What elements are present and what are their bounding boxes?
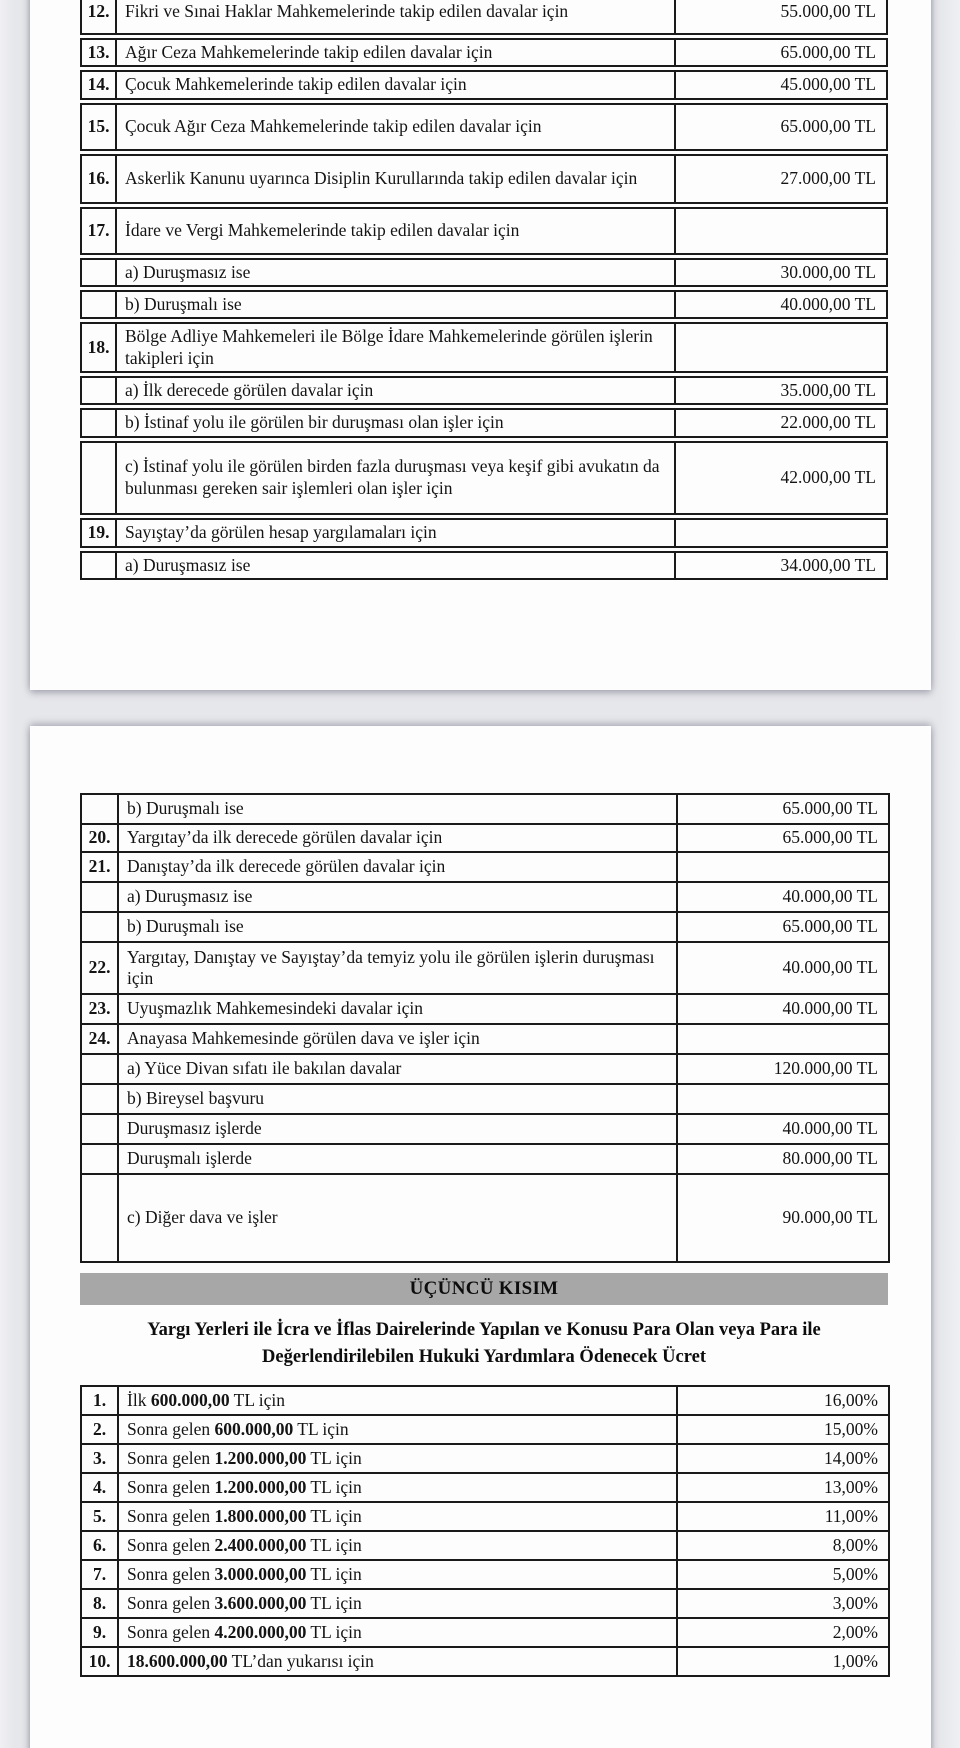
row-text-prefix: Sonra gelen [127,1505,215,1526]
table-row [81,1084,889,1114]
row-description: Çocuk Ağır Ceza Mahkemelerinde takip edilen davalar için [117,103,676,151]
table-row [81,1560,889,1589]
row-number: 18. [80,322,117,373]
row-text-suffix: TL için [306,1563,362,1584]
row-text-suffix: TL’dan yukarısı için [227,1650,374,1671]
row-value: 65.000,00 TL [676,38,888,67]
table-row [80,70,888,99]
row-number: 19. [80,518,117,548]
table-row [80,290,888,319]
row-description [118,1647,677,1676]
row-description: a) Duruşmasız ise [117,258,676,287]
row-value: 40.000,00 TL [677,942,889,994]
row-value: 14,00% [677,1444,889,1473]
row-number: 21. [81,852,118,882]
row-value [677,1024,889,1054]
row-value [676,207,888,255]
row-number: 14. [80,70,117,99]
table-row [81,1502,889,1531]
table-row [81,912,889,942]
row-description: a) İlk derecede görülen davalar için [117,376,676,405]
row-amount: 600.000,00 [214,1418,294,1439]
row-number [81,1144,118,1174]
row-text-suffix: TL için [306,1621,362,1642]
row-number: 8. [81,1589,118,1618]
row-description [118,1589,677,1618]
row-value: 34.000,00 TL [676,551,888,580]
section-subtitle: Yargı Yerleri ile İcra ve İflas Dairelerinde Yapılan ve Konusu Para Olan veya Para ile Değerlendirilebilen Hukuki Yardımlara Ödenecek Ücret [147,1320,821,1367]
table-row [81,942,889,994]
row-description: Uyuşmazlık Mahkemesindeki davalar için [118,994,677,1024]
row-value [676,518,888,548]
row-description: b) Duruşmalı ise [118,794,677,824]
row-number: 4. [81,1473,118,1502]
row-description [118,1386,677,1415]
row-amount: 1.200.000,00 [214,1476,307,1497]
fee-table-page2 [80,793,890,1263]
row-description [118,1560,677,1589]
row-text-suffix: TL için [306,1476,362,1497]
row-number [80,408,117,437]
table-row [81,1444,889,1473]
row-text-prefix: İlk [127,1389,151,1410]
row-value: 3,00% [677,1589,889,1618]
row-description: Askerlik Kanunu uyarınca Disiplin Kurullarında takip edilen davalar için [117,154,676,204]
row-value: 40.000,00 TL [677,1114,889,1144]
row-number: 20. [81,824,118,852]
row-description: b) İstinaf yolu ile görülen bir duruşması olan işler için [117,408,676,437]
row-number: 23. [81,994,118,1024]
row-text-prefix: Sonra gelen [127,1418,215,1439]
row-number: 24. [81,1024,118,1054]
row-text-suffix: TL için [306,1534,362,1555]
row-value: 5,00% [677,1560,889,1589]
row-value: 27.000,00 TL [676,154,888,204]
table-row [81,1647,889,1676]
table-row [81,1144,889,1174]
row-text-suffix: TL için [306,1592,362,1613]
row-number [81,882,118,912]
row-number: 1. [81,1386,118,1415]
row-number [80,441,117,515]
row-number [81,1114,118,1144]
row-description: Yargıtay, Danıştay ve Sayıştay’da temyiz yolu ile görülen işlerin duruşması için [118,942,677,994]
row-text-prefix: Sonra gelen [127,1534,215,1555]
table-row [80,322,888,373]
row-description [118,1444,677,1473]
row-text-suffix: TL için [293,1418,349,1439]
table-row [81,1473,889,1502]
row-description [118,1502,677,1531]
row-value: 1,00% [677,1647,889,1676]
row-description [118,1415,677,1444]
row-number: 3. [81,1444,118,1473]
row-value: 22.000,00 TL [676,408,888,437]
row-description: Yargıtay’da ilk derecede görülen davalar için [118,824,677,852]
row-value: 120.000,00 TL [677,1054,889,1084]
row-value: 40.000,00 TL [677,882,889,912]
table-row [81,882,889,912]
row-value: 55.000,00 TL [676,0,888,35]
row-amount: 1.200.000,00 [214,1447,307,1468]
table-row [80,258,888,287]
row-text-suffix: TL için [229,1389,285,1410]
row-value: 65.000,00 TL [677,794,889,824]
row-description: c) İstinaf yolu ile görülen birden fazla duruşması veya keşif gibi avukatın da bulunması gereken sair işlemleri olan işler için [117,441,676,515]
row-description: b) Bireysel başvuru [118,1084,677,1114]
row-value: 16,00% [677,1386,889,1415]
table-row [81,794,889,824]
row-text-prefix: Sonra gelen [127,1447,215,1468]
row-number: 22. [81,942,118,994]
row-value: 65.000,00 TL [676,103,888,151]
row-number: 12. [80,0,117,35]
row-number [80,290,117,319]
row-value: 42.000,00 TL [676,441,888,515]
row-description: b) Duruşmalı ise [117,290,676,319]
row-value: 15,00% [677,1415,889,1444]
table-row [81,994,889,1024]
table-row [81,1024,889,1054]
row-number [81,794,118,824]
row-value: 35.000,00 TL [676,376,888,405]
row-description: c) Diğer dava ve işler [118,1174,677,1262]
table-row [81,1531,889,1560]
row-number [80,551,117,580]
row-amount: 4.200.000,00 [214,1621,307,1642]
row-text-prefix: Sonra gelen [127,1592,215,1613]
row-description: a) Yüce Divan sıfatı ile bakılan davalar [118,1054,677,1084]
row-amount: 18.600.000,00 [127,1650,228,1671]
row-number: 7. [81,1560,118,1589]
row-description [118,1473,677,1502]
row-amount: 3.600.000,00 [214,1592,307,1613]
table-row [80,154,888,204]
row-description: Duruşmalı işlerde [118,1144,677,1174]
row-value: 30.000,00 TL [676,258,888,287]
row-description [118,1618,677,1647]
table-row [80,408,888,437]
table-row [80,441,888,515]
row-amount: 3.000.000,00 [214,1563,307,1584]
table-row [80,551,888,580]
row-description: Çocuk Mahkemelerinde takip edilen davalar için [117,70,676,99]
table-row [81,824,889,852]
row-value: 65.000,00 TL [677,824,889,852]
row-value: 40.000,00 TL [677,994,889,1024]
row-value [676,322,888,373]
row-value [677,1084,889,1114]
row-amount: 2.400.000,00 [214,1534,307,1555]
table-row [81,1415,889,1444]
row-number: 10. [81,1647,118,1676]
row-description: a) Duruşmasız ise [117,551,676,580]
table-row [80,518,888,548]
row-amount: 1.800.000,00 [214,1505,307,1526]
row-value: 45.000,00 TL [676,70,888,99]
table-row [81,852,889,882]
row-text-prefix: Sonra gelen [127,1621,215,1642]
row-description: Ağır Ceza Mahkemelerinde takip edilen davalar için [117,38,676,67]
row-description [118,1531,677,1560]
row-number: 15. [80,103,117,151]
table-row [80,103,888,151]
row-description: Duruşmasız işlerde [118,1114,677,1144]
row-description: Sayıştay’da görülen hesap yargılamaları için [117,518,676,548]
table-row [81,1386,889,1415]
page-2 [30,726,931,1748]
table-row [81,1114,889,1144]
row-number [80,258,117,287]
row-description: b) Duruşmalı ise [118,912,677,942]
row-text-prefix: Sonra gelen [127,1476,215,1497]
row-value: 80.000,00 TL [677,1144,889,1174]
row-amount: 600.000,00 [150,1389,230,1410]
row-number: 9. [81,1618,118,1647]
table-row [81,1174,889,1262]
page-1 [30,0,931,690]
table-row [80,38,888,67]
row-number: 6. [81,1531,118,1560]
table-row [81,1054,889,1084]
row-text-suffix: TL için [306,1447,362,1468]
tariff-percentage-table [80,1385,890,1677]
row-number [81,1084,118,1114]
row-number [80,376,117,405]
row-value: 2,00% [677,1618,889,1647]
row-value [677,852,889,882]
row-number [81,1054,118,1084]
row-description: Danıştay’da ilk derecede görülen davalar için [118,852,677,882]
row-value: 11,00% [677,1502,889,1531]
row-value: 90.000,00 TL [677,1174,889,1262]
table-row [80,207,888,255]
row-number: 16. [80,154,117,204]
table-row [80,0,888,35]
row-number: 17. [80,207,117,255]
row-value: 8,00% [677,1531,889,1560]
row-number [81,1174,118,1262]
row-number: 2. [81,1415,118,1444]
row-text-prefix: Sonra gelen [127,1563,215,1584]
row-value: 13,00% [677,1473,889,1502]
row-description: Bölge Adliye Mahkemeleri ile Bölge İdare Mahkemelerinde görülen işlerin takipleri için [117,322,676,373]
table-row [81,1589,889,1618]
row-number: 5. [81,1502,118,1531]
row-description: Fikri ve Sınai Haklar Mahkemelerinde takip edilen davalar için [117,0,676,35]
row-text-suffix: TL için [306,1505,362,1526]
table-row [80,376,888,405]
fee-table-page1 [80,0,888,583]
section-header: ÜÇÜNCÜ KISIM [80,1273,888,1305]
row-description: a) Duruşmasız ise [118,882,677,912]
table-row [81,1618,889,1647]
row-value: 65.000,00 TL [677,912,889,942]
row-description: İdare ve Vergi Mahkemelerinde takip edilen davalar için [117,207,676,255]
row-number: 13. [80,38,117,67]
row-number [81,912,118,942]
row-value: 40.000,00 TL [676,290,888,319]
row-description: Anayasa Mahkemesinde görülen dava ve işler için [118,1024,677,1054]
